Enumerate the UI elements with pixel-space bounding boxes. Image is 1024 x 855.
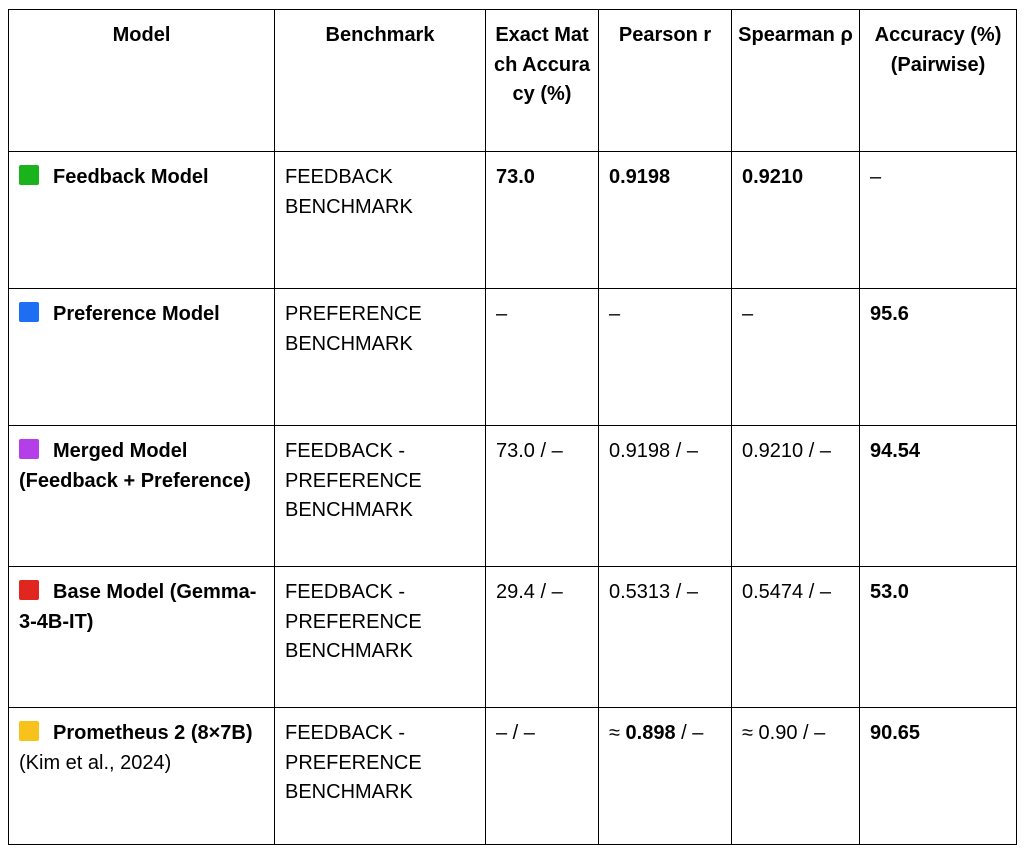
accuracy-cell: 90.65 [860,708,1017,845]
red-square-icon [19,580,39,600]
table-row [9,289,1017,426]
benchmark-cell: PREFERENCE BENCHMARK [275,289,486,426]
header-model: Model [9,10,275,152]
model-name: Merged Model (Feedback + Preference) [19,440,251,492]
spearman-cell: – [732,289,860,426]
model-cell [9,289,275,426]
pearson-suffix: / – [675,722,704,744]
benchmark-cell: FEEDBACK - PREFERENCE BENCHMARK [275,426,486,567]
yellow-square-icon [19,721,39,741]
model-name: Base Model (Gemma-3-4B-IT) [19,581,257,633]
header-row [9,10,1017,152]
model-name: Feedback Model [53,166,209,188]
table-row [9,426,1017,567]
exact-match-cell: 73.0 / – [486,426,599,567]
accuracy-cell: 94.54 [860,426,1017,567]
benchmark-cell: FEEDBACK - PREFERENCE BENCHMARK [275,708,486,845]
header-spearman: Spearman ρ [732,10,860,152]
exact-match-cell: – / – [486,708,599,845]
benchmark-cell: FEEDBACK - PREFERENCE BENCHMARK [275,567,486,708]
model-cell [9,567,275,708]
header-benchmark: Benchmark [275,10,486,152]
benchmark-cell: FEEDBACK BENCHMARK [275,152,486,289]
exact-match-cell: 29.4 / – [486,567,599,708]
blue-square-icon [19,302,39,322]
purple-square-icon [19,439,39,459]
header-exact-match: Exact Match Accuracy (%) [486,10,599,152]
exact-match-cell: 73.0 [486,152,599,289]
model-citation: (Kim et al., 2024) [19,751,172,774]
header-accuracy: Accuracy (%) (Pairwise) [860,10,1017,152]
model-name: Prometheus 2 (8×7B) [53,722,253,744]
accuracy-cell: 95.6 [860,289,1017,426]
model-cell [9,708,275,845]
model-cell [9,426,275,567]
pearson-cell: 0.9198 / – [599,426,732,567]
table-row [9,708,1017,845]
spearman-cell: 0.5474 / – [732,567,860,708]
table-row [9,152,1017,289]
spearman-cell: 0.9210 [732,152,860,289]
spearman-cell: 0.9210 / – [732,426,860,567]
table-row [9,567,1017,708]
model-name: Preference Model [53,303,220,325]
accuracy-cell: 53.0 [860,567,1017,708]
exact-match-cell: – [486,289,599,426]
spearman-cell: ≈ 0.90 / – [732,708,860,845]
accuracy-cell: – [860,152,1017,289]
results-table [8,9,1017,845]
pearson-cell: 0.5313 / – [599,567,732,708]
pearson-cell: 0.9198 [599,152,732,289]
pearson-value: 0.898 [625,722,676,744]
header-pearson: Pearson r [599,10,732,152]
green-square-icon [19,165,39,185]
model-cell [9,152,275,289]
pearson-cell [599,708,732,845]
pearson-prefix: ≈ [609,722,626,744]
pearson-cell: – [599,289,732,426]
